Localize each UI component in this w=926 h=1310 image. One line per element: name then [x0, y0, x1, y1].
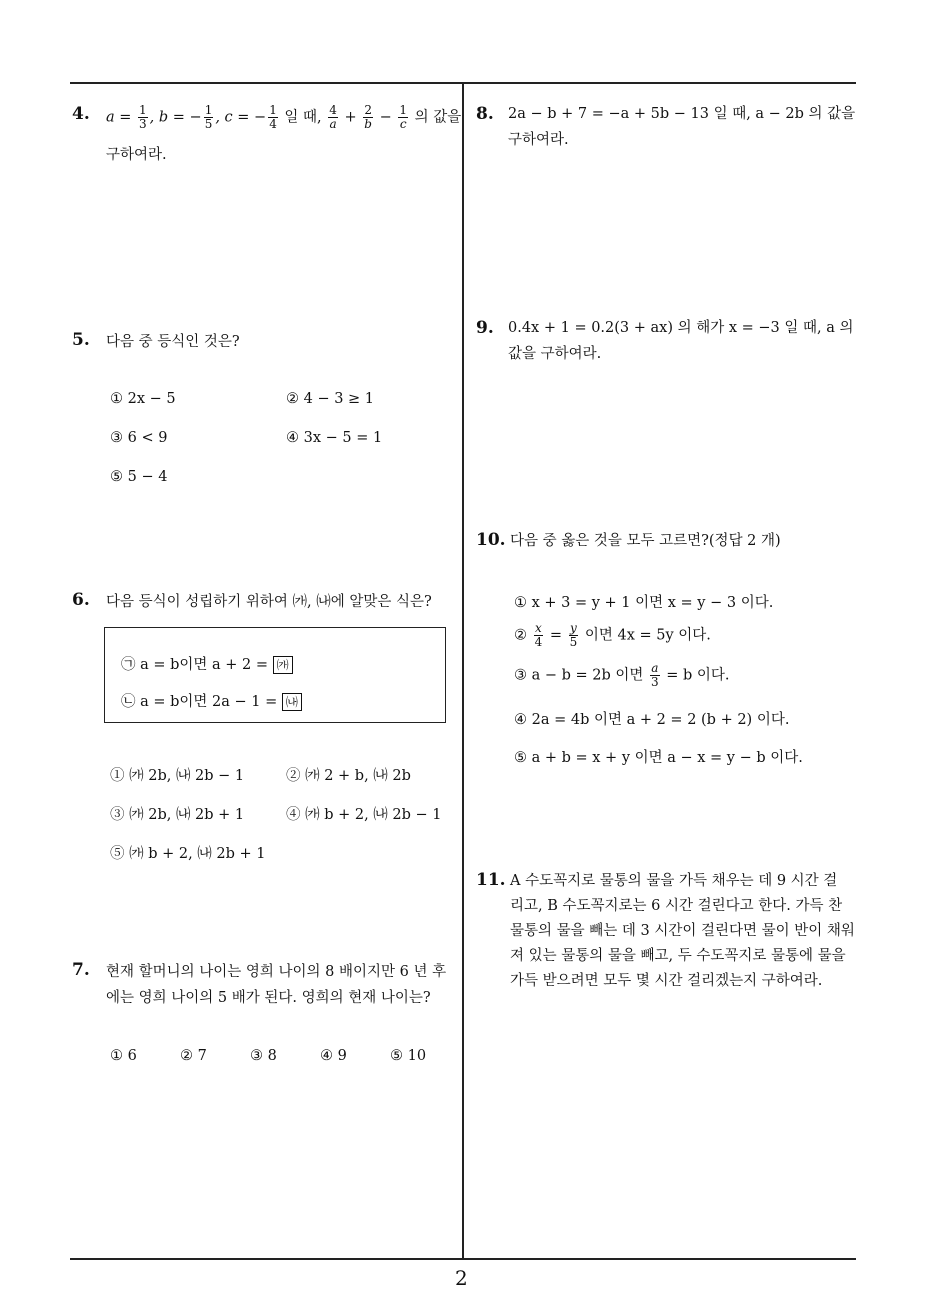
- question-9-line1: 0.4x + 1 = 0.2(3 + ax) 의 해가 x = −3 일 때, a 의: [508, 320, 854, 336]
- question-4-number: 4.: [72, 104, 90, 124]
- question-11-line5: 가득 받으려면 모두 몇 시간 걸리겠는지 구하여라.: [510, 973, 823, 989]
- page-number: 2: [455, 1266, 468, 1290]
- question-8-number: 8.: [476, 104, 494, 124]
- condition-line-2: ㉡ a = b이면 2a − 1 = ㈏: [121, 690, 302, 711]
- question-6-text: 다음 등식이 성립하기 위하여 ㈎, ㈏에 알맞은 식은?: [106, 594, 432, 610]
- q6-option-4[interactable]: ④ ㈎ b + 2, ㈏ 2b − 1: [286, 807, 442, 823]
- q10-option-5[interactable]: ⑤ a + b = x + y 이면 a − x = y − b 이다.: [514, 750, 803, 766]
- q7-option-3[interactable]: ③ 8: [250, 1048, 277, 1064]
- question-4-text: a = $\frac{1}{3}$ , b = − $\frac{1}{5}$ , c = − $\frac{1}{4}$ 일 때, $\frac{4}{a}$ + $\frac{2}{b}$ − $\frac{1}{c}$ 의 값을: [106, 103, 462, 131]
- q5-option-3[interactable]: ③ 6 < 9: [110, 430, 168, 446]
- question-11-line1: A 수도꼭지로 물통의 물을 가득 채우는 데 9 시간 걸: [510, 873, 838, 889]
- q6-option-3[interactable]: ③ ㈎ 2b, ㈏ 2b + 1: [110, 807, 245, 823]
- question-7-line2: 에는 영희 나이의 5 배가 된다. 영희의 현재 나이는?: [106, 990, 431, 1006]
- condition-line-1: ㉠ a = b이면 a + 2 = ㈎: [121, 653, 293, 674]
- blank-na: ㈏: [282, 693, 302, 711]
- question-5-number: 5.: [72, 330, 90, 350]
- q10-option-3[interactable]: ③ a − b = 2b 이면 $\frac{a}{3}$ = b 이다.: [514, 661, 730, 689]
- question-9-line2: 값을 구하여라.: [508, 346, 602, 362]
- q7-option-5[interactable]: ⑤ 10: [390, 1048, 427, 1064]
- question-11-line2: 리고, B 수도꼭지로는 6 시간 걸린다고 한다. 가득 찬: [510, 898, 843, 914]
- q6-option-1[interactable]: ① ㈎ 2b, ㈏ 2b − 1: [110, 768, 245, 784]
- question-5-text: 다음 중 등식인 것은?: [106, 334, 240, 350]
- question-9-number: 9.: [476, 318, 494, 338]
- q6-option-2[interactable]: ② ㈎ 2 + b, ㈏ 2b: [286, 768, 411, 784]
- q5-option-5[interactable]: ⑤ 5 − 4: [110, 469, 168, 485]
- q6-option-5[interactable]: ⑤ ㈎ b + 2, ㈏ 2b + 1: [110, 846, 266, 862]
- question-11-line4: 져 있는 물통의 물을 빼고, 두 수도꼭지로 물통에 물을: [510, 948, 846, 964]
- q10-option-4[interactable]: ④ 2a = 4b 이면 a + 2 = 2 (b + 2) 이다.: [514, 712, 790, 728]
- question-7-number: 7.: [72, 960, 90, 980]
- question-10-text: 다음 중 옳은 것을 모두 고르면?(정답 2 개): [510, 533, 781, 549]
- question-11-number: 11.: [476, 870, 506, 890]
- q10-option-1[interactable]: ① x + 3 = y + 1 이면 x = y − 3 이다.: [514, 595, 774, 611]
- q5-option-2[interactable]: ② 4 − 3 ≥ 1: [286, 391, 375, 407]
- column-divider: [462, 82, 464, 1258]
- q7-option-4[interactable]: ④ 9: [320, 1048, 347, 1064]
- blank-ga: ㈎: [273, 656, 293, 674]
- bottom-rule: [70, 1258, 856, 1260]
- question-8-line1: 2a − b + 7 = −a + 5b − 13 일 때, a − 2b 의 값을: [508, 106, 856, 122]
- condition-box: [104, 627, 446, 723]
- q5-option-4[interactable]: ④ 3x − 5 = 1: [286, 430, 383, 446]
- q5-option-1[interactable]: ① 2x − 5: [110, 391, 176, 407]
- question-10-number: 10.: [476, 530, 506, 550]
- question-7-line1: 현재 할머니의 나이는 영희 나이의 8 배이지만 6 년 후: [106, 964, 447, 980]
- question-4-text-line2: 구하여라.: [106, 147, 167, 163]
- q7-option-1[interactable]: ① 6: [110, 1048, 137, 1064]
- q7-option-2[interactable]: ② 7: [180, 1048, 207, 1064]
- question-6-number: 6.: [72, 590, 90, 610]
- question-11-line3: 물통의 물을 빼는 데 3 시간이 걸린다면 물이 반이 채워: [510, 923, 855, 939]
- question-8-line2: 구하여라.: [508, 132, 569, 148]
- q10-option-2[interactable]: ② $\frac{x}{4}$ = $\frac{y}{5}$ 이면 4x = 5y 이다.: [514, 621, 711, 649]
